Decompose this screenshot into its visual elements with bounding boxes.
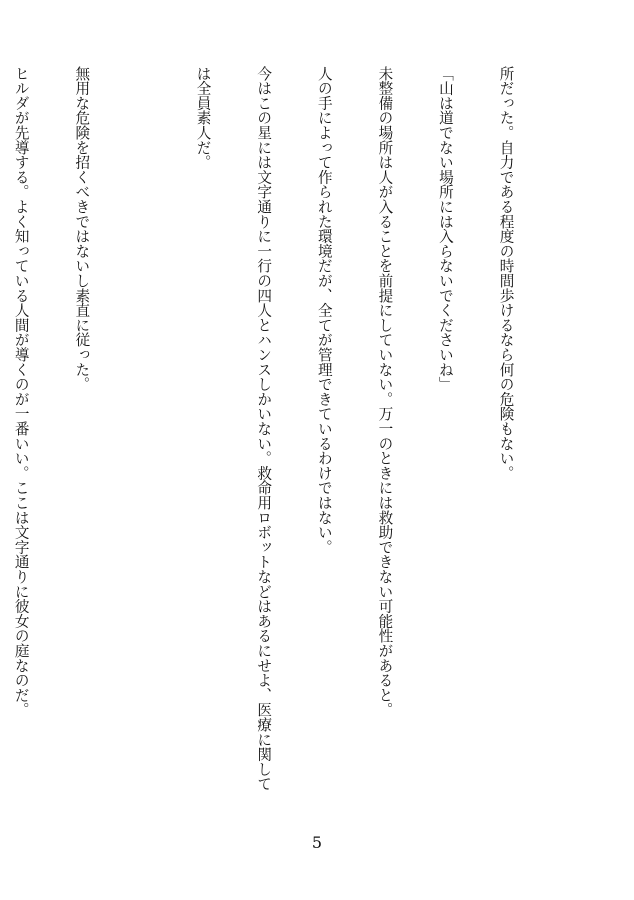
text-line: ヒルダが先導する。よく知っている人間が導くのが一番いい。ここは文字通りに彼女の庭なのだ。 [12, 66, 30, 718]
text-line: は全員素人だ。 [194, 66, 212, 170]
text-line: 無用な危険を招くべきではないし素直に従った。 [73, 66, 91, 392]
text-line: 所だった。自力である程度の時間歩けるなら何の危険もない。 [497, 66, 515, 481]
vertical-text-block [12, 66, 556, 792]
blank-line [132, 66, 152, 786]
text-line: 人の手によって作られた環境だが、全てが管理できているわけではない。 [315, 66, 333, 555]
text-line: 今はこの星には文字通りに一行の四人とハンスしかいない。救命用ロボットなどはあるにせよ、医療に関して [255, 66, 273, 792]
text-line: 「山は道でない場所には入らないでくださいね」 [436, 66, 454, 392]
text-line: 未整備の場所は人が入ることを前提にしていない。万一のときには救助できない可能性があると。 [376, 66, 394, 718]
page-number: 5 [311, 833, 323, 852]
